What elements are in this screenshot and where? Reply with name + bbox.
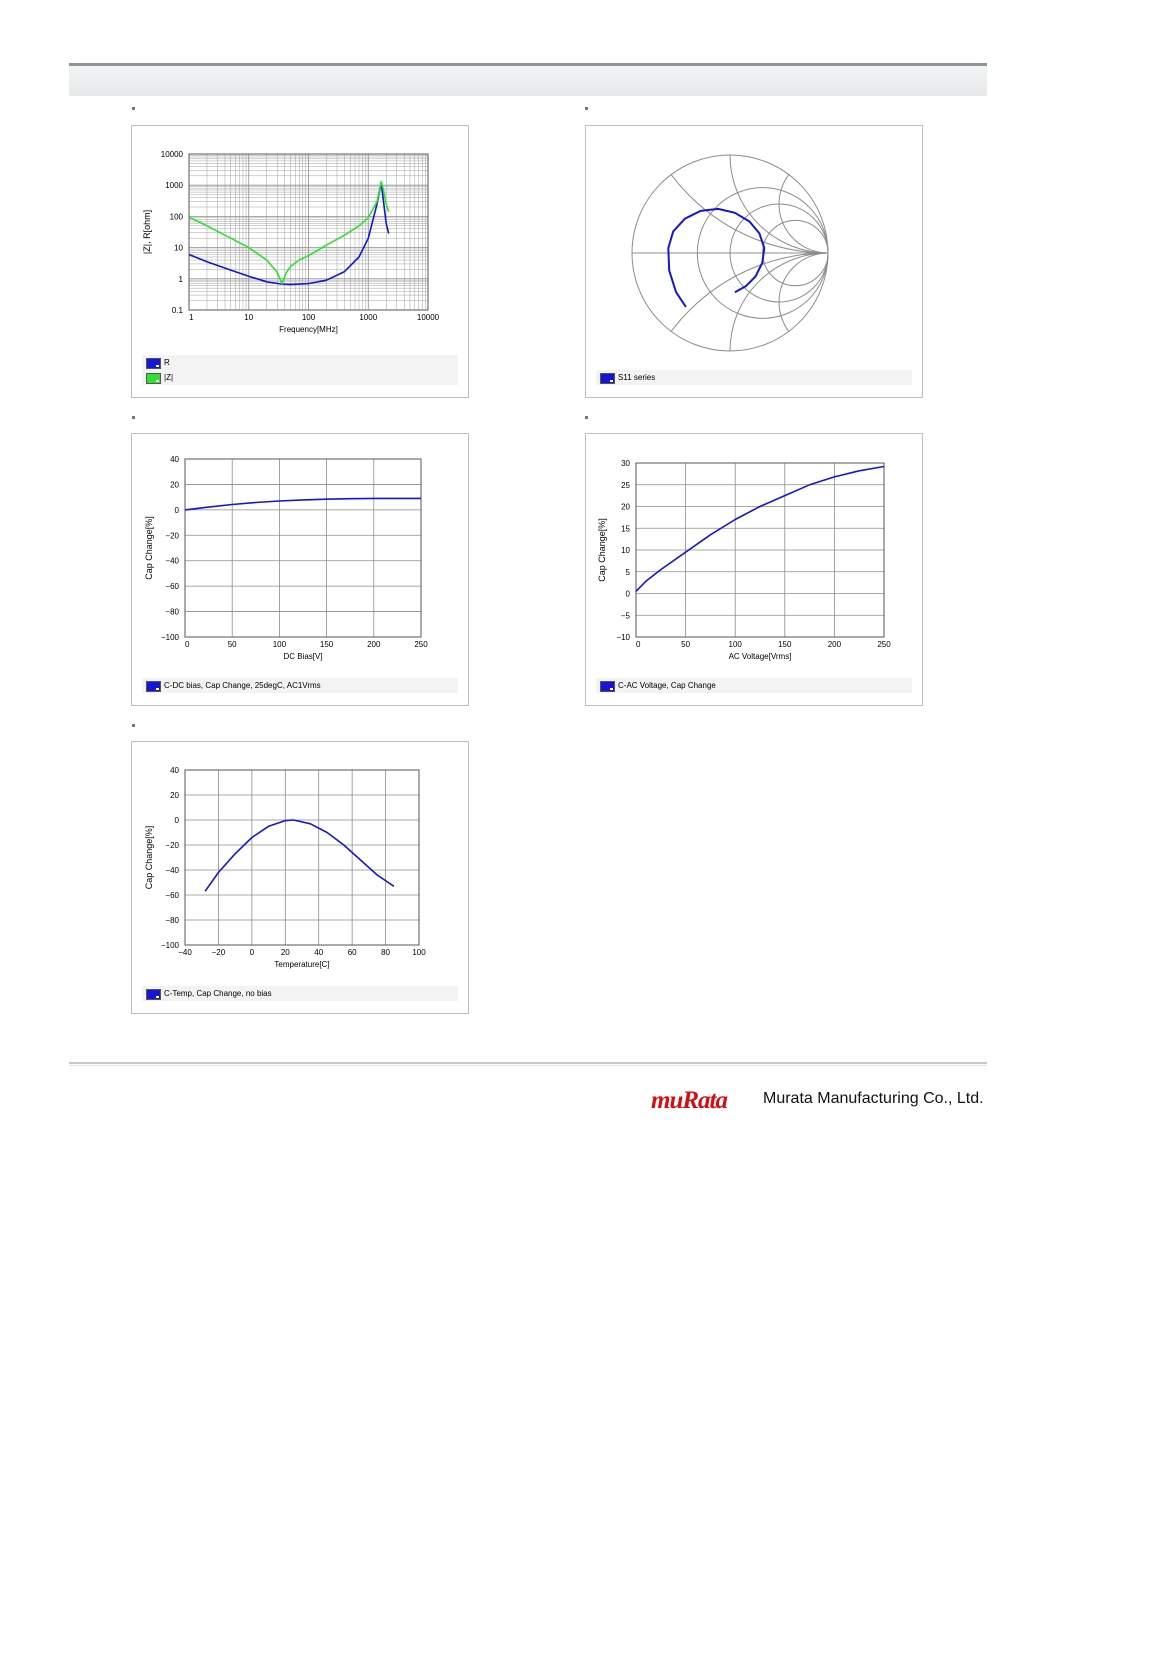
y-tick-label: 10 [174, 243, 183, 253]
legend-label: |Z| [164, 373, 174, 382]
y-tick-label: 25 [621, 480, 630, 490]
legend-label: S11 series [618, 373, 656, 382]
y-tick-label: 40 [170, 766, 179, 775]
y-tick-label: 10 [621, 546, 630, 555]
y-tick-label: 40 [170, 455, 179, 464]
x-tick-label: 40 [314, 948, 324, 957]
x-tick-label: 100 [301, 313, 316, 322]
legend-label: C-DC bias, Cap Change, 25degC, AC1Vrms [164, 681, 321, 690]
x-tick-label: 10000 [416, 313, 440, 322]
y-tick-label: −80 [165, 607, 179, 617]
legend-swatch [600, 373, 615, 384]
x-axis-label: AC Voltage[Vrms] [728, 652, 792, 661]
series-line [636, 467, 884, 592]
chart-legend [596, 370, 912, 385]
x-tick-label: 20 [280, 948, 290, 957]
x-axis-label: DC Bias[V] [283, 652, 323, 661]
smith-reactance-arc [779, 253, 877, 351]
header-band [69, 66, 987, 96]
x-tick-label: 60 [347, 948, 357, 957]
x-tick-label: 1000 [359, 313, 378, 322]
y-tick-label: −60 [165, 582, 179, 592]
impedance-chart-panel [131, 125, 469, 398]
x-tick-label: 100 [728, 640, 742, 649]
y-tick-label: 0.1 [171, 306, 183, 315]
y-tick-label: −5 [620, 611, 630, 621]
x-tick-label: 150 [778, 640, 792, 649]
x-tick-label: 50 [227, 640, 237, 649]
plot-frame [185, 459, 421, 637]
y-axis-label: |Z|, R[ohm] [142, 209, 152, 255]
y-tick-label: −100 [160, 633, 179, 642]
y-tick-label: −20 [165, 841, 179, 850]
legend-label: R [164, 358, 170, 367]
chart-legend [142, 678, 458, 693]
y-tick-label: 5 [625, 567, 630, 577]
y-tick-label: 0 [625, 589, 630, 599]
legend-swatch [146, 681, 161, 692]
x-tick-label: 50 [681, 640, 691, 649]
x-tick-label: 0 [636, 640, 641, 649]
smith-chart-panel [585, 125, 923, 398]
legend-label: C-Temp, Cap Change, no bias [164, 989, 272, 998]
ac-voltage-chart-panel [585, 433, 923, 706]
x-tick-label: 250 [414, 640, 428, 649]
x-tick-label: 0 [185, 640, 190, 649]
x-tick-label: 200 [827, 640, 842, 649]
footer-rule-light [69, 1065, 987, 1066]
murata-logo: muRata [651, 1087, 727, 1114]
y-tick-label: −60 [165, 891, 179, 900]
panel-bullet [132, 416, 135, 419]
x-tick-label: 100 [272, 640, 287, 649]
y-tick-label: −10 [616, 633, 630, 642]
legend-swatch [600, 681, 615, 692]
smith-reactance-arc [779, 155, 877, 253]
temperature-chart [132, 742, 468, 1013]
y-axis-label: Cap Change[%] [144, 825, 154, 890]
temperature-chart-panel [131, 741, 469, 1014]
panel-bullet [132, 724, 135, 727]
y-tick-label: 1 [178, 274, 183, 284]
smith-chart [586, 126, 922, 397]
panel-bullet [132, 107, 135, 110]
chart-legend [142, 355, 458, 385]
x-axis-label: Frequency[MHz] [279, 325, 338, 334]
y-axis-label: Cap Change[%] [144, 516, 154, 580]
x-tick-label: 100 [412, 948, 426, 957]
y-tick-label: 20 [621, 502, 630, 512]
legend-swatch [146, 373, 161, 384]
y-tick-label: −40 [165, 866, 179, 875]
y-tick-label: 20 [170, 480, 179, 490]
panel-bullet [585, 416, 588, 419]
x-tick-label: 250 [877, 640, 891, 649]
x-tick-label: −40 [178, 948, 192, 957]
footer-rule [69, 1062, 987, 1064]
x-tick-label: −20 [211, 948, 226, 957]
x-tick-label: 200 [367, 640, 381, 649]
dc-bias-chart-panel [131, 433, 469, 706]
dc-bias-chart [132, 434, 468, 705]
ac-voltage-chart [586, 434, 922, 705]
x-tick-label: 1 [189, 313, 194, 322]
legend-swatch [146, 989, 161, 1000]
legend-swatch [146, 358, 161, 369]
y-tick-label: 0 [174, 816, 179, 825]
x-tick-label: 10 [244, 313, 254, 322]
y-axis-label: Cap Change[%] [597, 518, 607, 582]
legend-label: C-AC Voltage, Cap Change [618, 681, 716, 690]
x-tick-label: 150 [319, 640, 334, 649]
panel-bullet [585, 107, 588, 110]
chart-legend [596, 678, 912, 693]
y-tick-label: −40 [165, 556, 179, 566]
x-tick-label: 0 [249, 948, 255, 957]
company-name: Murata Manufacturing Co., Ltd. [763, 1090, 984, 1107]
y-tick-label: −80 [165, 916, 179, 925]
y-tick-label: 1000 [165, 181, 183, 191]
series-line [205, 820, 394, 891]
y-tick-label: −100 [160, 941, 179, 950]
y-tick-label: 30 [621, 459, 630, 468]
plot-frame [185, 770, 419, 945]
x-axis-label: Temperature[C] [274, 960, 330, 969]
chart-legend [142, 986, 458, 1001]
series-line [185, 498, 421, 510]
y-tick-label: 15 [621, 524, 630, 534]
y-tick-label: 100 [169, 212, 183, 222]
y-tick-label: 0 [174, 505, 179, 515]
y-tick-label: 20 [170, 791, 179, 800]
y-tick-label: 10000 [160, 150, 183, 159]
y-tick-label: −20 [165, 531, 179, 541]
x-tick-label: 80 [381, 948, 391, 957]
